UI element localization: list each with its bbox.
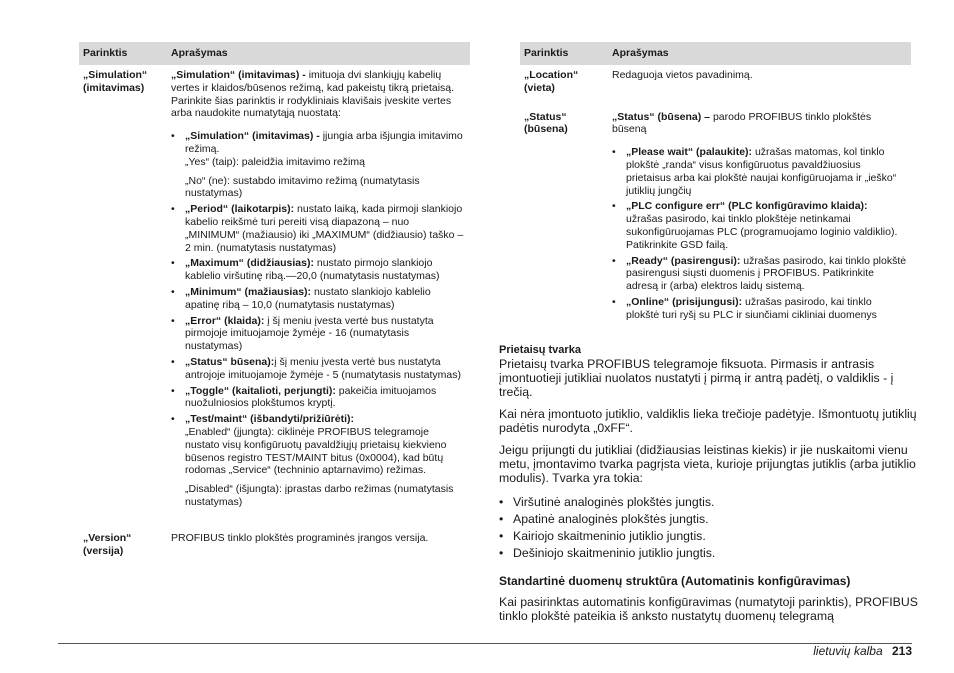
list-item xyxy=(171,203,466,254)
option-name: „Simulation“ (imitavimas) xyxy=(83,69,148,94)
item-text-2: „Enabled“ (įjungta): ciklinėje PROFIBUS telegramoje nustato visų konfigūruotų pavaldžiųjų prietaisų kiekvieno būsenos registro TEST/MAINT bitus (0x0004), kad būtų rodomas „Service“ (techninio aptarnavimo) režimas. xyxy=(185,425,447,477)
item-text: nustato pirmojo slankiojo kablelio viršutinę ribą.—20,0 (numatytasis nustatymas) xyxy=(185,257,440,283)
list-item xyxy=(171,356,466,382)
item-label: „Simulation“ (imitavimas) - xyxy=(185,130,323,143)
list-item xyxy=(612,255,907,293)
item-label: „Minimum“ (mažiausias): xyxy=(185,285,312,298)
table-header-row xyxy=(79,42,470,65)
item-text: užrašas pasirodo, kai tinklo plokštėje netinkamai sukonfigūruojamas PLC (programuojamo loginio valdiklio). Patikrinkite GSD failą. xyxy=(626,213,898,251)
item-text-2: „Yes“ (taip): paleidžia imitavimo režimą xyxy=(185,155,365,168)
sensor-order-list xyxy=(499,495,919,560)
list-item xyxy=(171,385,466,411)
option-name: „Status“ (būsena) xyxy=(524,110,568,136)
option-description: Redaguoja vietos pavadinimą. xyxy=(612,69,753,81)
options-table-left xyxy=(79,42,470,563)
status-sub-list xyxy=(612,146,907,321)
table-row-status xyxy=(520,101,911,331)
data-structure-paragraph: Kai pasirinktas automatinis konfigūravimas (numatytoji parinktis), PROFIBUS tinklo plokštė pateikia iš anksto nustatytų duomenų telegramą xyxy=(499,595,918,623)
item-label: „Error“ (klaida): xyxy=(185,314,265,327)
simulation-intro xyxy=(171,69,466,120)
sensor-order-heading: Prietaisų tvarka xyxy=(499,344,581,356)
option-description xyxy=(167,65,470,518)
item-label: „Online“ (prisijungusi): xyxy=(626,295,743,308)
item-label: „Ready“ (pasirengusi): xyxy=(626,254,741,267)
item-extra: „Disabled“ (išjungta): įprastas darbo režimas (numatytasis nustatymas) xyxy=(185,483,454,508)
item-label: „Test/maint“ (išbandyti/prižiūrėti): xyxy=(185,413,354,426)
list-item: • Viršutinė analoginės plokštės jungtis. xyxy=(499,495,919,509)
list-item xyxy=(171,315,466,353)
item-text: užrašas pasirodo, kai tinklo plokštė turi ryšį su PLC ir siunčiami cikliniai duomenys xyxy=(626,295,877,321)
list-item xyxy=(171,413,466,509)
list-item xyxy=(171,257,466,283)
list-item xyxy=(171,130,466,200)
item-label: „Maximum“ (didžiausias): xyxy=(185,257,314,270)
simulation-sub-list xyxy=(171,130,466,509)
item-text: į šį meniu įvesta vertė bus nustatyta antrojoje imituojamoje žymėje - 5 (numatytasis nustatymas) xyxy=(185,355,462,381)
sensor-order-paragraph-3: Jeigu prijungti du jutikliai (didžiausias leistinas kiekis) ir jie nuskaitomi vienu metu, įmontavimo tvarka pagrįsta vieta, kurioje prijungtas jutiklis (arba jutiklio modulis). Tvarka yra tokia: xyxy=(499,443,916,485)
item-text: nustato laiką, kada pirmoji slankiojo kabelio reikšmė turi pereiti visą diapazoną – nuo „MINIMUM“ (mažiausio) iki „MAXIMUM“ (didžiausio) taško – 2 min. (numatytasis nustatymas) xyxy=(185,203,464,254)
table-row-location xyxy=(520,65,911,101)
header-description: Aprašymas xyxy=(608,42,911,65)
list-item xyxy=(612,146,907,197)
page-number: 213 xyxy=(891,644,912,658)
option-name: „Location“ (vieta) xyxy=(524,69,579,94)
item-text: užrašas matomas, kol tinklo plokštė „randa“ visus konfigūruotus pavaldžiuosius prietaisus arba kai plokštė naujai konfigūruojama ir „ieško“ jutiklių jungčių xyxy=(626,146,897,197)
option-description: PROFIBUS tinklo plokštės programinės įrangos versija. xyxy=(171,531,429,544)
item-text: įjungia arba išjungia imitavimo režimą. xyxy=(185,130,463,155)
sensor-order-paragraph-1: Prietaisų tvarka PROFIBUS telegramoje fiksuota. Pirmasis ir antrasis įmontuotieji jutikliai nuolatos nustatyti į pirmą ir antrą padėtį, o valdiklis - į trečią. xyxy=(499,357,894,399)
options-table-right xyxy=(520,42,911,331)
footer-divider xyxy=(58,643,912,644)
data-structure-heading: Standartinė duomenų struktūra (Automatinis konfigūravimas) xyxy=(499,574,851,588)
right-options-table-container xyxy=(520,42,911,331)
footer-language: lietuvių kalba xyxy=(813,644,883,658)
item-label: „Period“ (laikotarpis): xyxy=(185,203,295,216)
list-item xyxy=(612,200,907,251)
header-description: Aprašymas xyxy=(167,42,470,65)
option-description xyxy=(608,101,911,331)
sensor-order-section xyxy=(499,344,919,563)
sensor-order-paragraph-2: Kai nėra įmontuoto jutiklio, valdiklis lieka trečioje padėtyje. Išmontuotų jutiklių padėtis nurodyta „0xFF“. xyxy=(499,407,917,435)
table-header-row xyxy=(520,42,911,65)
data-structure-section xyxy=(499,575,919,631)
left-options-table-container xyxy=(79,42,470,563)
item-extra: „No“ (ne): sustabdo imitavimo režimą (numatytasis nustatymas) xyxy=(185,174,420,200)
list-item: • Kairiojo skaitmeninio jutiklio jungtis. xyxy=(499,529,919,543)
header-option: Parinktis xyxy=(520,42,608,65)
page-footer xyxy=(813,644,912,658)
table-row-simulation xyxy=(79,65,470,518)
item-label: „Toggle“ (kaitalioti, perjungti): xyxy=(185,384,336,397)
status-lead: „Status“ (būsena) – xyxy=(612,110,713,123)
list-item: • Apatinė analoginės plokštės jungtis. xyxy=(499,512,919,526)
item-text: pakeičia imituojamos nuožulniosios plokštumos kryptį. xyxy=(185,384,437,410)
option-name: „Version“ (versija) xyxy=(83,531,132,557)
item-label: „PLC configure err“ (PLC konfigūravimo klaida): xyxy=(626,200,868,213)
header-option: Parinktis xyxy=(79,42,167,65)
item-text: nustato slankiojo kablelio apatinę ribą – 10,0 (numatytasis nustatymas) xyxy=(185,285,431,311)
list-item xyxy=(171,286,466,312)
item-label: „Status“ būsena): xyxy=(185,355,275,368)
item-text: užrašas pasirodo, kai tinklo plokštė pasirengusi siųsti duomenis į PROFIBUS. Patikrinkite adresą ir (arba) elektros laidų sistemą. xyxy=(626,254,907,293)
list-item xyxy=(612,296,907,322)
item-label: „Please wait“ (palaukite): xyxy=(626,146,753,159)
simulation-intro-text: imituoja dvi slankiųjų kabelių vertes ir klaidos/būsenos režimą, kad pakeistų tikrą prietaisą. Parinkite šias parinktis ir rodykliniais klavišais įveskite vertes arba naudokite numatytąją nuostatą: xyxy=(171,69,455,120)
item-text: į šį meniu įvesta vertė bus nustatyta pirmojoje imituojamoje žymėje - 16 (numatytasis nustatymas) xyxy=(185,314,434,353)
status-intro xyxy=(612,111,907,137)
simulation-lead: „Simulation“ (imitavimas) - xyxy=(171,69,309,81)
status-intro-text: parodo PROFIBUS tinklo plokštės būseną xyxy=(612,110,872,136)
list-item: • Dešiniojo skaitmeninio jutiklio jungtis. xyxy=(499,546,919,560)
table-row-version xyxy=(79,518,470,564)
